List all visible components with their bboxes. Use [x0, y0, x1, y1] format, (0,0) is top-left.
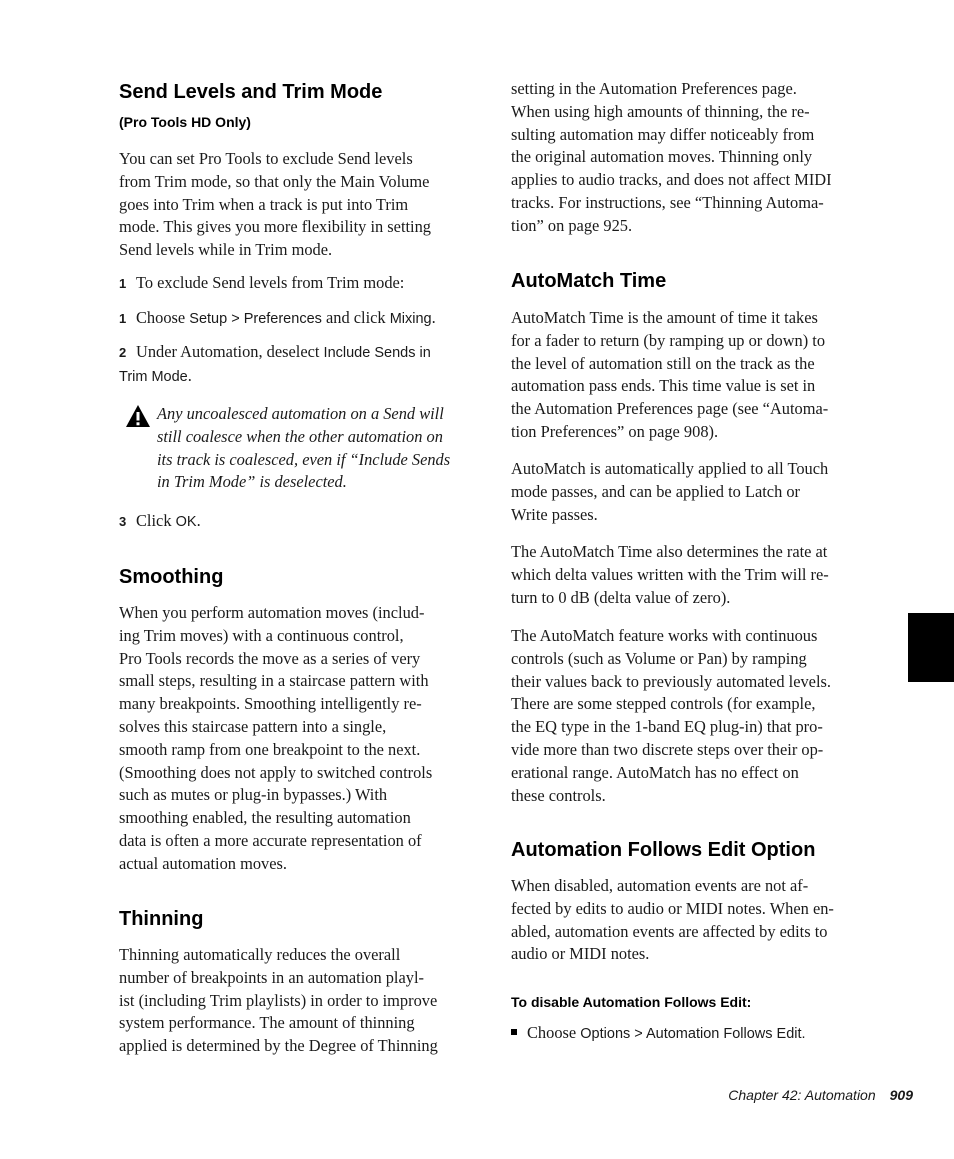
text-line: When you perform automation moves (includ-	[119, 603, 425, 622]
send-levels-paragraph	[119, 148, 475, 262]
page-footer	[728, 1085, 913, 1105]
step-text: Click	[136, 511, 176, 530]
procedure-intro-text: To exclude Send levels from Trim mode:	[136, 273, 405, 292]
text-line: The AutoMatch feature works with continuous	[511, 626, 818, 645]
text-line: the EQ type in the 1-band EQ plug-in) that pro-	[511, 717, 823, 737]
text-line: vide more than two discrete steps over their op-	[511, 739, 824, 759]
text-line: setting in the Automation Preferences page.	[511, 79, 797, 98]
heading-send-levels: Send Levels and Trim Mode	[119, 81, 383, 103]
text-line: automation pass ends. This time value is set in	[511, 376, 816, 396]
text-line: ist (including Trim playlists) in order to improve	[119, 990, 438, 1010]
heading-automatch-time: AutoMatch Time	[511, 270, 667, 292]
text-line: which delta values written with the Trim will re-	[511, 564, 829, 584]
text-line: mode. This gives you more flexibility in setting	[119, 217, 431, 237]
text-line: solves this staircase pattern into a single,	[119, 716, 387, 736]
step-1	[119, 307, 475, 331]
text-line: There are some stepped controls (for example,	[511, 694, 816, 714]
text-line: erational range. AutoMatch has no effect on	[511, 762, 799, 782]
step-number: 1	[119, 276, 127, 291]
text-line: Thinning automatically reduces the overall	[119, 945, 401, 964]
text-line: for a fader to return (by ramping up or down) to	[511, 330, 826, 350]
menu-path: Options > Automation Follows Edit.	[580, 1026, 806, 1042]
text-line: sulting automation may differ noticeably from	[511, 124, 815, 144]
procedure-intro	[119, 272, 475, 296]
step-text: .	[196, 511, 201, 530]
button-ok-label: OK	[175, 514, 197, 530]
text-line: the level of automation still on the track as the	[511, 353, 815, 373]
automatch-paragraph-3	[511, 541, 867, 609]
heading-thinning: Thinning	[119, 908, 204, 930]
text-line: still coalesce when the other automation on	[157, 426, 443, 446]
text-line: these controls.	[511, 785, 606, 805]
text-line: number of breakpoints in an automation playl-	[119, 967, 424, 987]
automatch-paragraph-4	[511, 625, 867, 807]
text-line: data is often a more accurate representation of	[119, 830, 422, 850]
chapter-thumb-tab	[908, 613, 954, 682]
text-line: fected by edits to audio or MIDI notes. When en-	[511, 898, 834, 918]
text-line: AutoMatch Time is the amount of time it takes	[511, 308, 818, 327]
text-line: Send levels while in Trim mode.	[119, 240, 333, 260]
bullet-choose-options	[511, 1023, 867, 1044]
text-line: audio or MIDI notes.	[511, 944, 650, 964]
subheading-hd-only: (Pro Tools HD Only)	[119, 114, 251, 130]
menu-item-mixing: Mixing	[389, 311, 432, 327]
footer-chapter: Chapter 42: Automation	[728, 1087, 876, 1103]
text-line: many breakpoints. Smoothing intelligently re-	[119, 694, 422, 714]
step-3	[119, 510, 475, 534]
text-line: mode passes, and can be applied to Latch or	[511, 481, 801, 501]
procedure-heading-disable-follows-edit: To disable Automation Follows Edit:	[511, 994, 752, 1010]
text-line: the Automation Preferences page (see “Automa-	[511, 399, 829, 419]
warning-triangle-icon	[125, 404, 151, 428]
text-line: tracks. For instructions, see “Thinning Automa-	[511, 192, 824, 212]
menu-path: Setup > Preferences	[189, 311, 322, 327]
option-include-sends: Include Sends in	[323, 345, 431, 361]
step-text: Choose	[527, 1023, 581, 1042]
text-line: The AutoMatch Time also determines the rate at	[511, 542, 828, 561]
step-number: 1	[119, 311, 127, 326]
text-line: in Trim Mode” is deselected.	[157, 472, 347, 492]
text-line: smooth ramp from one breakpoint to the next.	[119, 739, 421, 759]
text-line: actual automation moves.	[119, 853, 287, 873]
automatch-paragraph-2	[511, 458, 867, 526]
text-line: the original automation moves. Thinning only	[511, 147, 813, 167]
text-line: Write passes.	[511, 504, 598, 524]
warning-note	[157, 403, 475, 494]
text-line: small steps, resulting in a staircase pattern with	[119, 671, 429, 691]
thinning-paragraph	[119, 944, 475, 1058]
step-number: 3	[119, 514, 127, 529]
text-line: such as mutes or plug-in bypasses.) With	[119, 785, 388, 805]
text-line: applied is determined by the Degree of Thinning	[119, 1036, 438, 1056]
step-2	[119, 341, 475, 389]
thinning-continued-paragraph	[511, 78, 867, 238]
text-line: goes into Trim when a track is put into Trim	[119, 194, 409, 214]
step-text: .	[187, 365, 192, 385]
smoothing-paragraph	[119, 602, 475, 876]
text-line: ing Trim moves) with a continuous control,	[119, 625, 404, 645]
step-text: .	[431, 308, 436, 327]
text-line: When disabled, automation events are not af-	[511, 876, 809, 895]
text-line: system performance. The amount of thinning	[119, 1013, 415, 1033]
option-trim-mode: Trim Mode	[119, 368, 188, 385]
text-line: smoothing enabled, the resulting automation	[119, 808, 411, 828]
step-number: 2	[119, 345, 127, 360]
step-text: and click	[321, 308, 390, 327]
step-text: Choose	[136, 308, 190, 327]
text-line: abled, automation events are affected by edits to	[511, 921, 828, 941]
bullet-square-icon	[511, 1029, 517, 1035]
heading-smoothing: Smoothing	[119, 566, 224, 588]
heading-automation-follows-edit: Automation Follows Edit Option	[511, 839, 816, 861]
text-line: from Trim mode, so that only the Main Volume	[119, 171, 430, 191]
text-line: AutoMatch is automatically applied to all Touch	[511, 459, 829, 478]
text-line: Any uncoalesced automation on a Send will	[157, 404, 444, 423]
automatch-paragraph-1	[511, 307, 867, 444]
text-line: Pro Tools records the move as a series of very	[119, 648, 421, 668]
text-line: applies to audio tracks, and does not affect MIDI	[511, 170, 832, 190]
step-text: Under Automation, deselect	[136, 342, 324, 361]
text-line: When using high amounts of thinning, the re-	[511, 101, 810, 121]
text-line: their values back to previously automated levels.	[511, 671, 831, 691]
text-line: tion” on page 925.	[511, 215, 633, 235]
text-line: (Smoothing does not apply to switched controls	[119, 762, 433, 782]
text-line: controls (such as Volume or Pan) by ramping	[511, 648, 807, 668]
text-line: its track is coalesced, even if “Include Sends	[157, 449, 451, 469]
text-line: You can set Pro Tools to exclude Send levels	[119, 149, 413, 168]
follows-edit-paragraph	[511, 875, 867, 966]
page-number: 909	[889, 1087, 913, 1103]
text-line: turn to 0 dB (delta value of zero).	[511, 587, 731, 607]
text-line: tion Preferences” on page 908).	[511, 421, 719, 441]
